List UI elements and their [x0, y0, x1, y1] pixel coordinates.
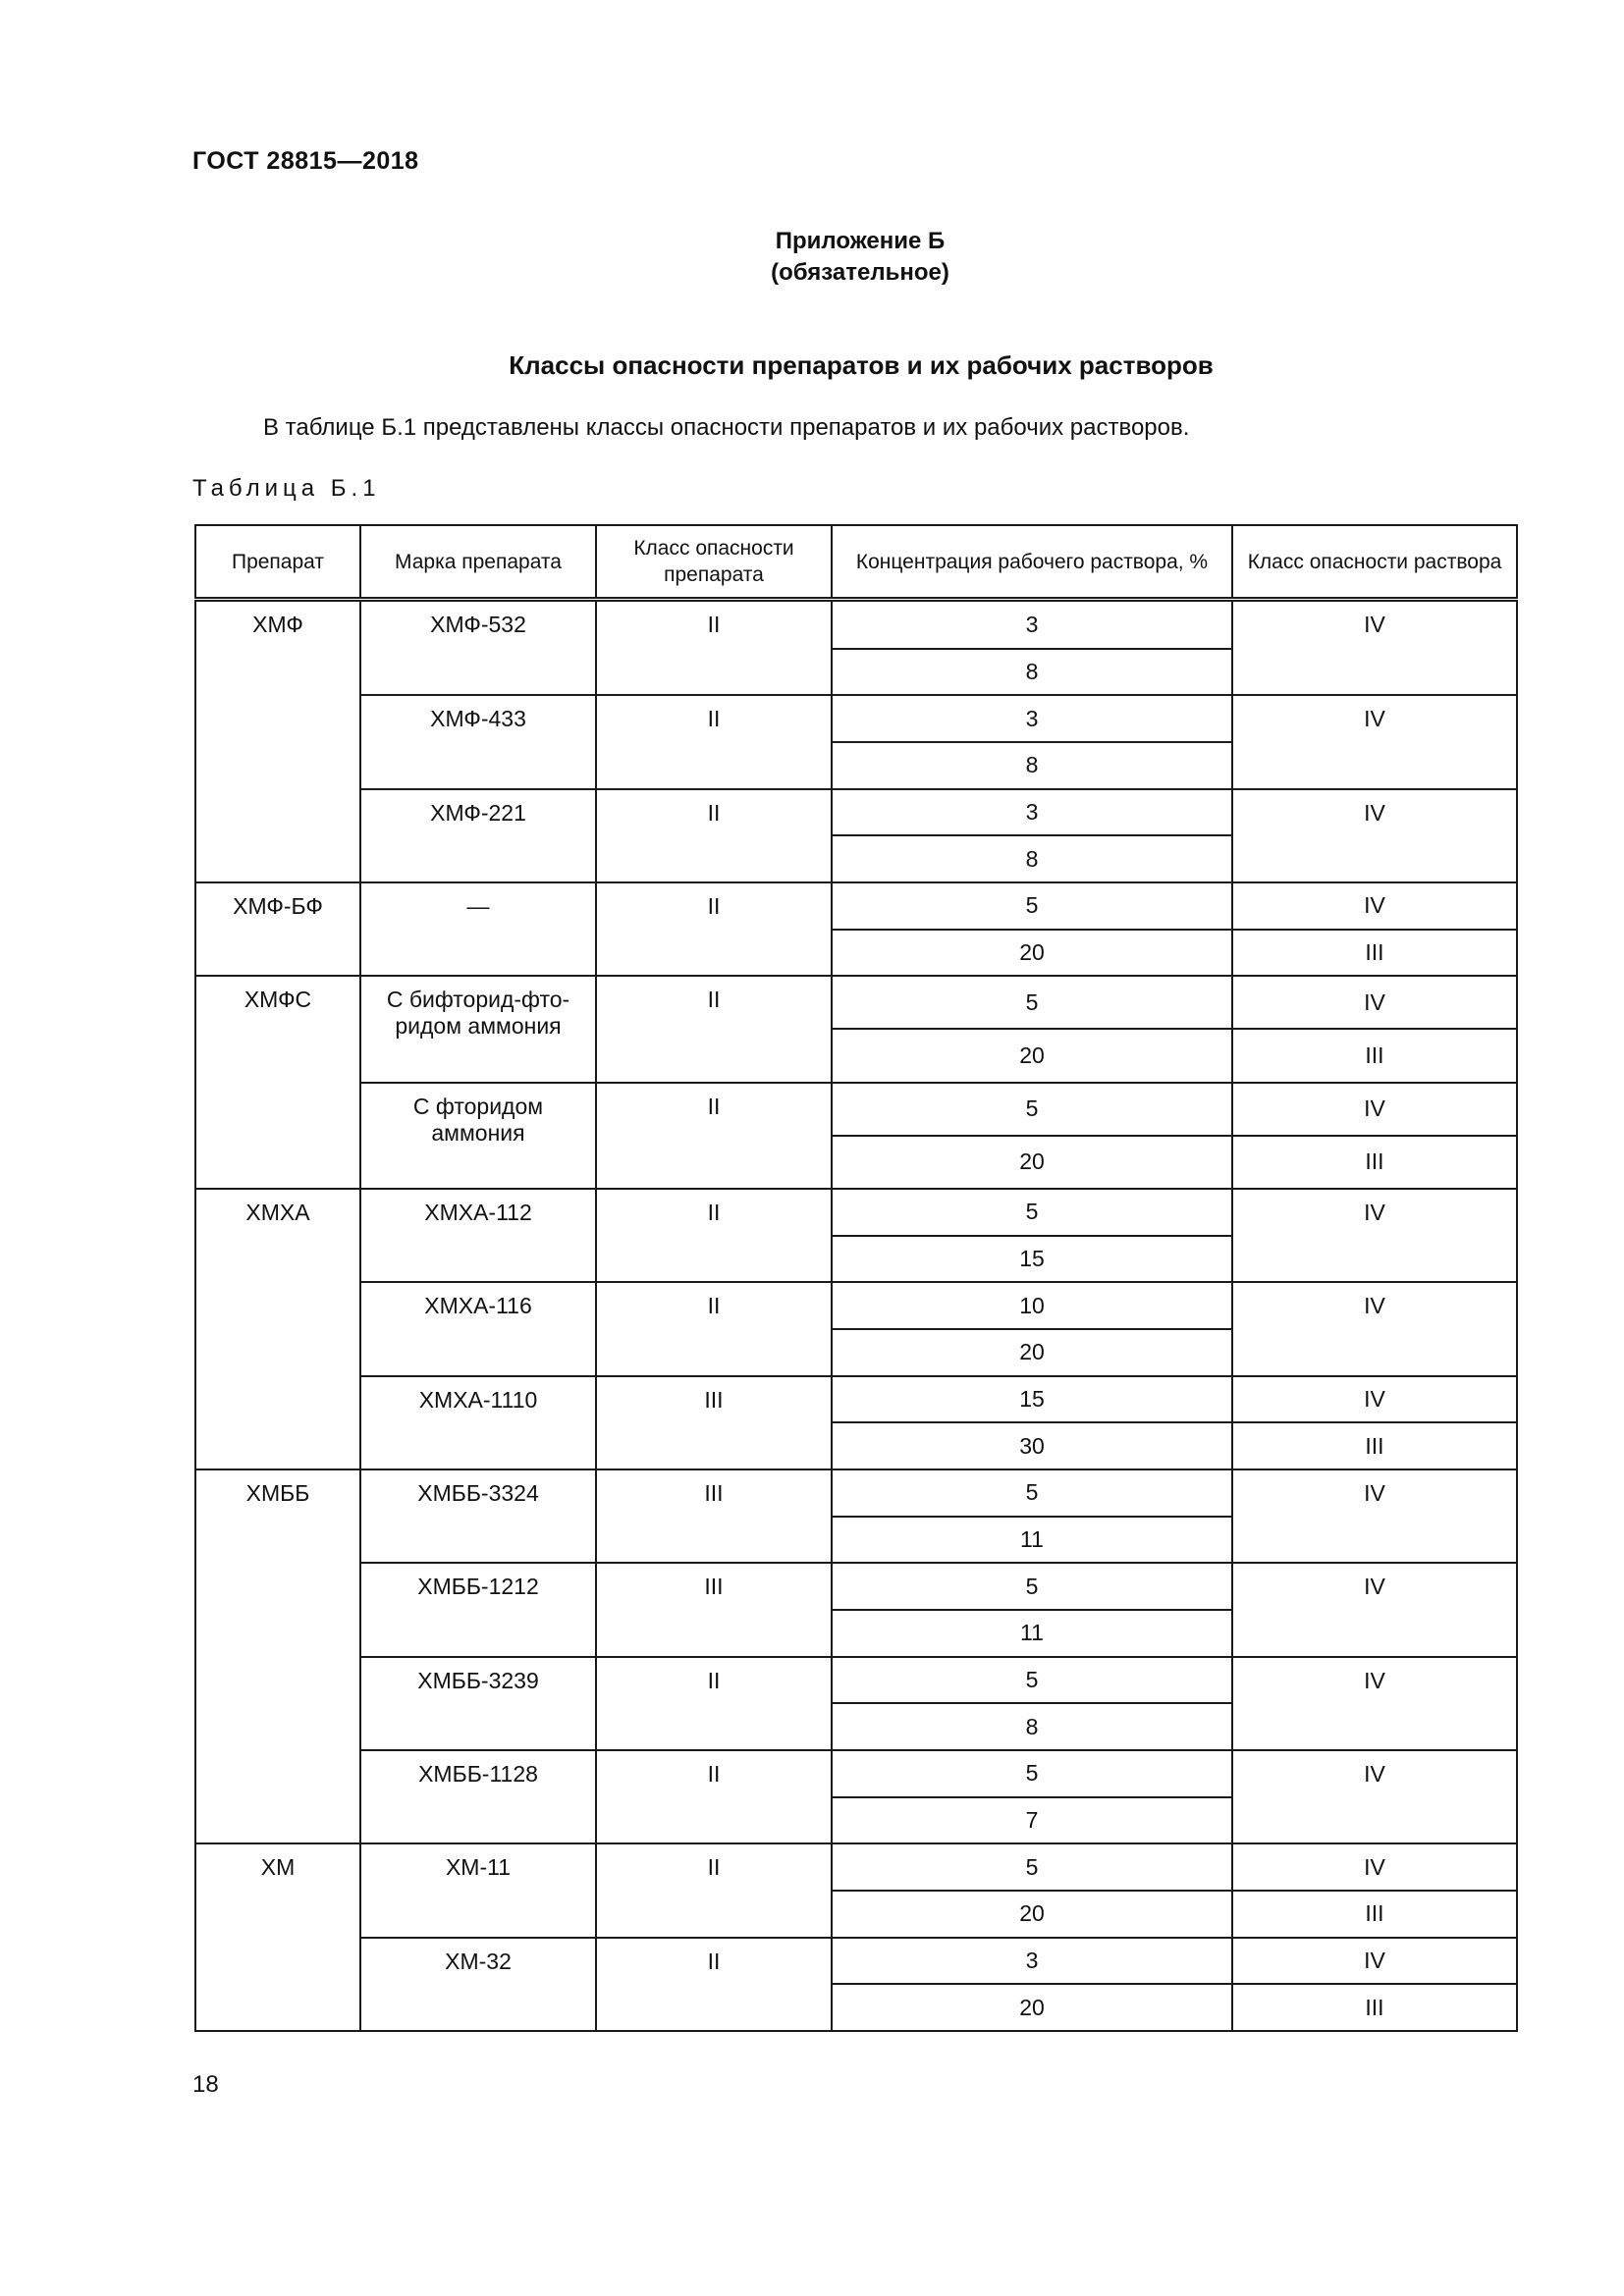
cell-concentration: 8: [832, 835, 1232, 882]
standard-code: ГОСТ 28815—2018: [192, 147, 419, 175]
cell-solution-hazard-class: III: [1232, 1136, 1517, 1189]
cell-preparation-hazard-class: II: [596, 1938, 832, 2031]
appendix-title: Приложение Б: [775, 228, 946, 254]
cell-preparation-hazard-class: II: [596, 1083, 832, 1189]
cell-brand: ХМББ-3324: [360, 1469, 596, 1563]
cell-concentration: 11: [832, 1517, 1232, 1564]
cell-brand: С фторидом аммония: [360, 1083, 596, 1189]
cell-concentration: 20: [832, 1329, 1232, 1376]
cell-brand: ХМББ-1212: [360, 1563, 596, 1656]
cell-preparation-hazard-class: II: [596, 695, 832, 788]
cell-concentration: 5: [832, 976, 1232, 1029]
cell-preparation-hazard-class: II: [596, 1657, 832, 1750]
cell-concentration: 11: [832, 1610, 1232, 1657]
cell-concentration: 3: [832, 789, 1232, 836]
cell-brand: ХМФ-532: [360, 600, 596, 696]
cell-concentration: 5: [832, 1843, 1232, 1891]
cell-concentration: 3: [832, 600, 1232, 649]
cell-preparation-hazard-class: III: [596, 1376, 832, 1469]
cell-concentration: 5: [832, 882, 1232, 930]
table-row: [195, 1376, 1517, 1423]
cell-concentration: 20: [832, 930, 1232, 977]
cell-brand: ХМХА-116: [360, 1282, 596, 1375]
cell-brand: ХМББ-3239: [360, 1657, 596, 1750]
cell-solution-hazard-class: III: [1232, 1984, 1517, 2031]
header-solution-hazard-class: Класс опасности раствора: [1232, 525, 1517, 600]
cell-concentration: 5: [832, 1657, 1232, 1704]
table-row: [195, 1657, 1517, 1704]
cell-preparation-hazard-class: II: [596, 789, 832, 882]
cell-preparation: ХМФС: [195, 976, 360, 1189]
table-row: [195, 1750, 1517, 1797]
cell-brand: ХМФ-221: [360, 789, 596, 882]
cell-preparation: ХМХА: [195, 1189, 360, 1469]
cell-preparation: ХМФ-БФ: [195, 882, 360, 976]
section-title: Классы опасности препаратов и их рабочих растворов: [509, 350, 1214, 380]
cell-concentration: 8: [832, 649, 1232, 696]
cell-concentration: 5: [832, 1083, 1232, 1136]
cell-solution-hazard-class: IV: [1232, 1376, 1517, 1423]
cell-brand: ХМХА-1110: [360, 1376, 596, 1469]
cell-concentration: 15: [832, 1236, 1232, 1283]
table-row: [195, 1843, 1517, 1891]
cell-solution-hazard-class: IV: [1232, 1938, 1517, 1985]
table-header-row: [195, 525, 1517, 600]
cell-solution-hazard-class: IV: [1232, 1563, 1517, 1656]
cell-preparation-hazard-class: II: [596, 1843, 832, 1937]
cell-preparation-hazard-class: II: [596, 1750, 832, 1843]
cell-preparation-hazard-class: III: [596, 1469, 832, 1563]
cell-preparation-hazard-class: III: [596, 1563, 832, 1656]
cell-concentration: 5: [832, 1469, 1232, 1517]
cell-concentration: 20: [832, 1029, 1232, 1082]
table-row: [195, 1469, 1517, 1517]
cell-brand: ХМББ-1128: [360, 1750, 596, 1843]
cell-concentration: 30: [832, 1422, 1232, 1469]
header-preparation: Препарат: [195, 525, 360, 600]
cell-solution-hazard-class: III: [1232, 1029, 1517, 1082]
header-preparation-hazard-class: Класс опасности препарата: [596, 525, 832, 600]
cell-concentration: 20: [832, 1136, 1232, 1189]
cell-concentration: 3: [832, 1938, 1232, 1985]
cell-preparation: ХМББ: [195, 1469, 360, 1843]
cell-concentration: 3: [832, 695, 1232, 742]
header-solution-concentration: Концентрация рабочего раствора, %: [832, 525, 1232, 600]
table-row: [195, 882, 1517, 930]
cell-concentration: 5: [832, 1750, 1232, 1797]
cell-solution-hazard-class: IV: [1232, 1282, 1517, 1375]
cell-brand: —: [360, 882, 596, 976]
cell-solution-hazard-class: IV: [1232, 1843, 1517, 1891]
cell-solution-hazard-class: IV: [1232, 789, 1517, 882]
cell-concentration: 7: [832, 1797, 1232, 1844]
cell-brand: ХМХА-112: [360, 1189, 596, 1282]
cell-solution-hazard-class: III: [1232, 1422, 1517, 1469]
cell-solution-hazard-class: IV: [1232, 882, 1517, 930]
table-row: [195, 1282, 1517, 1329]
table-row: [195, 1189, 1517, 1236]
table-row: [195, 600, 1517, 649]
cell-preparation-hazard-class: II: [596, 882, 832, 976]
cell-solution-hazard-class: IV: [1232, 1750, 1517, 1843]
page-number: 18: [192, 2071, 219, 2098]
table-row: [195, 976, 1517, 1029]
cell-concentration: 20: [832, 1984, 1232, 2031]
table-row: [195, 1563, 1517, 1610]
header-brand: Марка препарата: [360, 525, 596, 600]
cell-preparation-hazard-class: II: [596, 1189, 832, 1282]
cell-solution-hazard-class: III: [1232, 930, 1517, 977]
cell-concentration: 5: [832, 1563, 1232, 1610]
table-row: [195, 789, 1517, 836]
cell-preparation-hazard-class: II: [596, 600, 832, 696]
cell-concentration: 10: [832, 1282, 1232, 1329]
cell-solution-hazard-class: IV: [1232, 976, 1517, 1029]
cell-preparation: ХМФ: [195, 600, 360, 882]
cell-concentration: 15: [832, 1376, 1232, 1423]
cell-solution-hazard-class: IV: [1232, 1083, 1517, 1136]
cell-concentration: 8: [832, 1703, 1232, 1750]
table-row: [195, 1938, 1517, 1985]
cell-concentration: 8: [832, 742, 1232, 789]
cell-solution-hazard-class: IV: [1232, 1657, 1517, 1750]
table-row: [195, 695, 1517, 742]
cell-solution-hazard-class: IV: [1232, 600, 1517, 696]
table-body: [195, 600, 1517, 2032]
cell-solution-hazard-class: IV: [1232, 695, 1517, 788]
cell-brand: ХМФ-433: [360, 695, 596, 788]
cell-solution-hazard-class: III: [1232, 1891, 1517, 1938]
cell-solution-hazard-class: IV: [1232, 1469, 1517, 1563]
table-row: [195, 1083, 1517, 1136]
table-caption: Таблица Б.1: [192, 475, 381, 502]
cell-concentration: 5: [832, 1189, 1232, 1236]
cell-preparation-hazard-class: II: [596, 1282, 832, 1375]
cell-preparation-hazard-class: II: [596, 976, 832, 1082]
cell-preparation: ХМ: [195, 1843, 360, 2031]
cell-brand: ХМ-32: [360, 1938, 596, 2031]
cell-brand: ХМ-11: [360, 1843, 596, 1937]
hazard-class-table: [194, 524, 1518, 2032]
intro-paragraph: В таблице Б.1 представлены классы опасности препаратов и их рабочих растворов.: [263, 414, 1190, 441]
cell-solution-hazard-class: IV: [1232, 1189, 1517, 1282]
cell-brand: С бифторид-фто- ридом аммония: [360, 976, 596, 1082]
appendix-status: (обязательное): [771, 259, 949, 286]
cell-concentration: 20: [832, 1891, 1232, 1938]
